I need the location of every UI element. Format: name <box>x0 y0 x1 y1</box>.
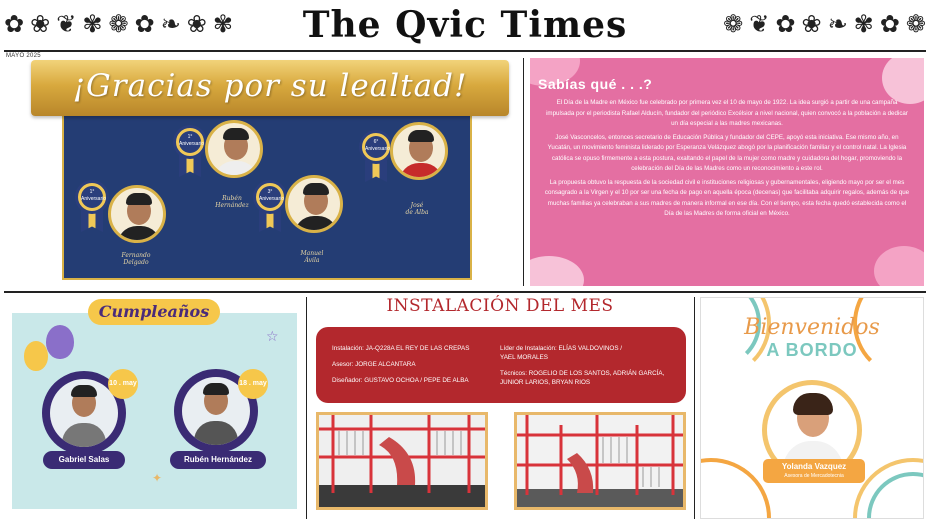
leaf-icon: ❦ <box>56 10 77 38</box>
column-divider <box>523 58 524 286</box>
birthday-name: Rubén Hernández <box>170 451 266 469</box>
flower-icon: ✾ <box>82 10 103 38</box>
anniversary-badge: 3° Aniversario <box>253 180 287 214</box>
instalacion-details <box>316 327 686 403</box>
star-icon: ☆ <box>266 329 279 345</box>
new-hire-role: Asesora de Mercadotecnia <box>784 473 844 479</box>
person-name: Rubén Hernández <box>215 195 249 209</box>
flower-doodles-right <box>723 6 926 42</box>
flower-icon: ❀ <box>186 10 207 38</box>
paragraph: El Día de la Madre en México fue celebrado por primera vez el 10 de mayo de 1922. La idea surgió a partir de una campaña impulsada por el periodista Rafael Alducín, fundador del periódico Excélsior a nivel nacional, quien convocó a la población a dedicar un día especial a las madres mexicanas. <box>546 99 908 127</box>
anniversary-badge: 1° Aniversario <box>173 125 207 159</box>
birthday-date-badge: 10 . may <box>108 369 138 399</box>
avatar <box>390 122 448 180</box>
leaf-icon: ❧ <box>160 10 181 38</box>
loyalty-banner-text: ¡Gracias por su lealtad! <box>72 68 468 104</box>
issue-date: MAYO 2025 <box>6 53 41 59</box>
instalacion-title: INSTALACIÓN DEL MES <box>386 296 614 316</box>
installation-photo <box>316 412 488 510</box>
cumpleanos-section <box>12 313 297 509</box>
birthday-name: Gabriel Salas <box>43 451 125 469</box>
column-divider <box>306 297 307 519</box>
leaf-icon: ❧ <box>827 10 848 38</box>
cumpleanos-title: Cumpleaños <box>88 299 220 325</box>
flower-icon: ✿ <box>134 10 155 38</box>
new-hire-name: Yolanda Vazquez <box>781 462 847 471</box>
sparkle-icon: ✦ <box>152 471 163 485</box>
flower-icon: ❁ <box>723 10 744 38</box>
birthday-date-badge: 18 . may <box>238 369 268 399</box>
paragraph: La propuesta obtuvo la respuesta de la sociedad civil e instituciones religiosas y gubernamentales, eligiendo mayo por ser el mes consagrado a la Virgen y el 10 por ser una fecha de pago en aquella época (decenas) que facilitaba adquirir regalos, además de que muchas familias ya celebraban a sus madres de manera informal en ese día. Con el tiempo, esta fecha quedó establecida como el Día de las Madres de forma oficial en México. <box>544 178 910 217</box>
loyalty-banner <box>31 60 509 116</box>
instalacion-right-column <box>500 344 680 387</box>
tecnicos-cont: JUNIOR LARIOS, BRYAN RIOS <box>500 379 591 386</box>
flower-icon: ✿ <box>879 10 900 38</box>
avatar <box>285 175 343 233</box>
flower-icon: ✿ <box>775 10 796 38</box>
flower-icon: ❁ <box>905 10 926 38</box>
anniversary-badge: 1° Aniversario <box>75 180 109 214</box>
lider-cont: YAEL MORALES <box>500 354 548 361</box>
flower-icon: ✾ <box>853 10 874 38</box>
paragraph: José Vasconcelos, entonces secretario de Educación Pública y fundador del CEPE, apoyó esta iniciativa. Ese mismo año, en Yucatán, un movimiento feminista liderado por Esperanza Velázquez abogó por la planificación familiar y el control natal. La Iglesia católica se opuso firmemente a esta postura, exaltando el papel de la mujer como madre y cuidadora del hogar, promoviendo la celebración del Día de las Madres como un reconocimiento a este rol. <box>547 133 907 172</box>
avatar <box>108 185 166 243</box>
section-divider <box>4 291 926 293</box>
lider: Líder de Instalación: ELÍAS VALDOVINOS / <box>500 345 623 352</box>
balloon-icon <box>24 341 48 371</box>
bienvenidos-section <box>700 297 924 519</box>
sabias-que-section <box>530 58 924 286</box>
bienvenidos-title: Bienvenidos <box>744 315 880 340</box>
flower-icon: ✾ <box>212 10 233 38</box>
flower-icon: ❁ <box>108 10 129 38</box>
asesor: Asesor: JORGE ALCANTARA <box>332 361 416 368</box>
column-divider <box>694 297 695 519</box>
person-name: Fernando Delgado <box>121 252 151 266</box>
sabias-que-body <box>544 98 910 223</box>
leaf-icon: ❦ <box>749 10 770 38</box>
person-name: Manuel Ávila <box>300 250 324 264</box>
tecnicos: Técnicos: ROGELIO DE LOS SANTOS, ADRIÁN GARCÍA, <box>500 370 665 377</box>
instalacion-name: Instalación: JA-Q228A EL REY DE LAS CREPAS <box>332 345 470 352</box>
anniversary-badge: 6° Aniversario <box>359 130 393 164</box>
avatar <box>205 120 263 178</box>
masthead <box>0 0 930 50</box>
flower-doodles-left <box>4 6 233 42</box>
person-name: José de Alba <box>405 202 429 216</box>
balloon-icon <box>46 325 74 359</box>
newspaper-title: The Qvic Times <box>302 4 628 46</box>
flower-icon: ❀ <box>801 10 822 38</box>
instalacion-left-column <box>332 344 502 392</box>
installation-photo <box>514 412 686 510</box>
disenador: Diseñador: GUSTAVO OCHOA / PEPE DE ALBA <box>332 377 469 384</box>
loyalty-section <box>57 60 477 285</box>
flower-icon: ✿ <box>4 10 25 38</box>
a-bordo-title: A BORDO <box>766 340 858 360</box>
flower-icon <box>874 246 924 286</box>
sabias-que-title: Sabías qué . . .? <box>538 76 653 92</box>
masthead-divider <box>4 50 926 52</box>
new-hire-tag <box>763 459 865 483</box>
flower-icon <box>530 256 584 286</box>
flower-icon: ❀ <box>30 10 51 38</box>
